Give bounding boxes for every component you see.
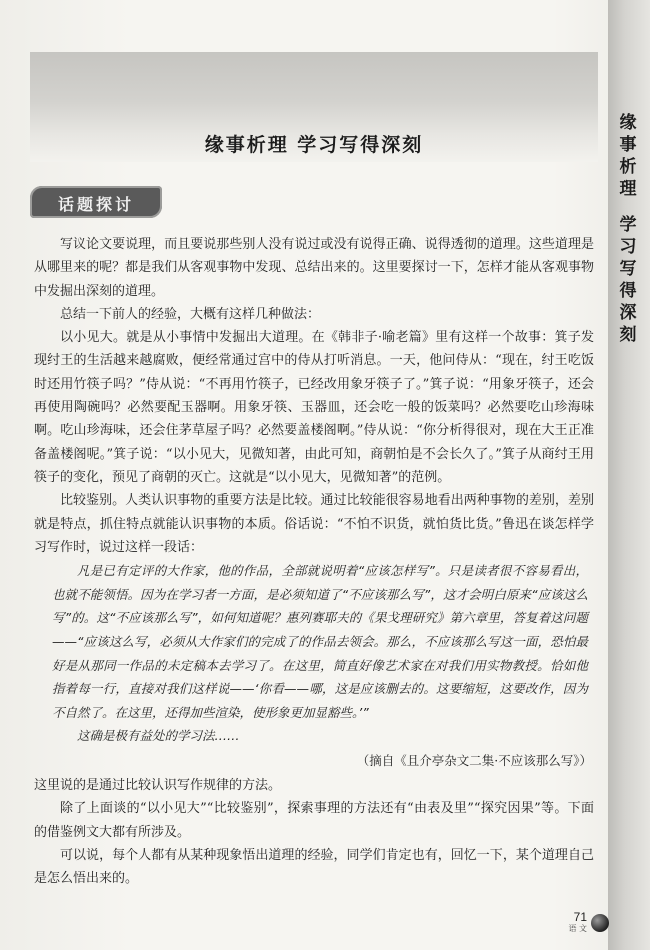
quote-paragraph: 凡是已有定评的大作家，他的作品，全部就说明着“应该怎样写”。只是读者很不容易看出，也就不能领悟。因为在学习者一方面，是必须知道了“不应该那么写”，这才会明白原来“应该这么写”的。这“不应该那么写”，如何知道呢？惠列赛耶夫的《果戈理研究》第六章里，答复着这问题——“应该这么写，必须从大作家们的完成了的作品去领会。那么，不应该那么写这一面，恐怕最好是从那同一作品的未定稿本去学习了。在这里，简直好像艺术家在对我们用实物教授。恰如他指着每一行，直接对我们这样说——‘你看——哪，这是应该删去的。这要缩短，这要改作，因为不自然了。在这里，还得加些渲染，使形象更加显豁些。’” — [52, 563, 588, 720]
page-number-value: 71 — [573, 910, 587, 924]
side-char: 事 — [619, 135, 637, 155]
side-gap — [614, 200, 642, 214]
page-number-label: 语 文 — [568, 924, 587, 933]
header-banner — [30, 52, 598, 162]
paragraph: 除了上面谈的“以小见大”“比较鉴别”，探索事理的方法还有“由表及里”“探究因果”等。下面的借鉴例文大都有所涉及。 — [34, 801, 594, 840]
paragraph: 这里说的是通过比较认识写作规律的方法。 — [34, 777, 282, 793]
body-content — [34, 233, 594, 890]
side-char: 得 — [619, 281, 637, 301]
side-char: 习 — [619, 237, 637, 257]
side-char: 刻 — [619, 325, 637, 345]
side-char: 析 — [619, 157, 637, 177]
side-char: 学 — [619, 215, 637, 235]
paragraph: 可以说，每个人都有从某种现象悟出道理的经验，同学们肯定也有，回忆一下，某个道理自己是怎么悟出来的。 — [34, 847, 594, 887]
quote-paragraph: 这确是极有益处的学习法…… — [77, 728, 240, 744]
page-dot-icon — [591, 914, 609, 932]
side-char: 深 — [619, 303, 637, 323]
paragraph: 写议论文要说理，而且要说那些别人没有说过或没有说得正确、说得透彻的道理。这些道理是从哪里来的呢？都是我们从客观事物中发现、总结出来的。这里要探讨一下，怎样才能从客观事物中发掘出深刻的道理。 — [34, 237, 594, 299]
paragraph: 比较鉴别。人类认识事物的重要方法是比较。通过比较能很容易地看出两种事物的差别，差别就是特点，抓住特点就能认识事物的本质。俗话说：“不怕不识货，就怕货比货。”鲁迅在谈怎样学习写作时，说过这样一段话： — [34, 493, 594, 555]
paragraph: 以小见大。就是从小事情中发掘出大道理。在《韩非子·喻老篇》里有这样一个故事：箕子发现纣王的生活越来越腐败，便经常通过宫中的侍从打听消息。一天，他问侍从：“现在，纣王吃饭时还用竹筷子吗？”侍从说：“不再用竹筷子，已经改用象牙筷子了。”箕子说：“用象牙筷子，还会再使用陶碗吗？必然要配玉器啊。用象牙筷、玉器皿，还会吃一般的饭菜吗？必然要吃山珍海味啊。吃山珍海味，还会住茅草屋子吗？必然要盖楼阁啊。”侍从说：“你分析得很对，现在大王正准备盖楼阁呢。”箕子说：“以小见大，见微知著，由此可知，商朝怕是不会长久了。”箕子从商纣王用筷子的变化，预见了商朝的灭亡。这就是“以小见大，见微知著”的范例。 — [34, 330, 594, 485]
side-char: 理 — [619, 179, 637, 199]
badge-label: 话题探讨 — [57, 195, 134, 214]
side-char: 写 — [619, 259, 637, 279]
side-tab — [608, 0, 650, 950]
side-title — [614, 112, 642, 346]
topic-badge — [30, 186, 162, 218]
quote-source: （摘自《且介亭杂文二集·不应该那么写》） — [356, 752, 592, 768]
paragraph: 总结一下前人的经验，大概有这样几种做法： — [60, 306, 321, 322]
page-title: 缘事析理 学习写得深刻 — [204, 134, 424, 156]
page-number — [551, 910, 587, 944]
side-char: 缘 — [619, 113, 637, 133]
